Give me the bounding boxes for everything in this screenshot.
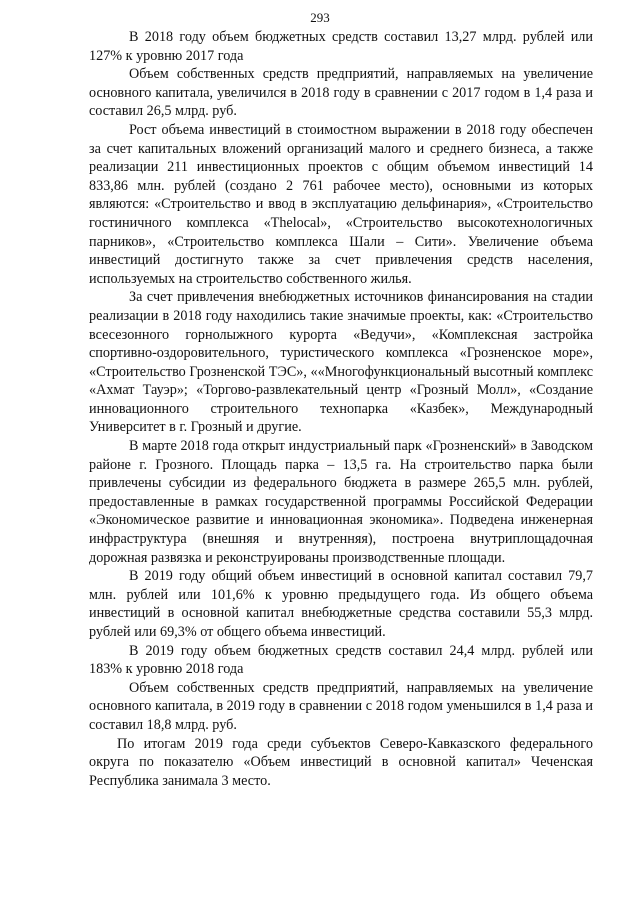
paragraph-budget-2019: В 2019 году объем бюджетных средств составил 24,4 млрд. рублей или 183% к уровню 2018 года bbox=[89, 642, 593, 678]
paragraph-industrial-park: В марте 2018 года открыт индустриальный парк «Грозненский» в Заводском районе г. Грозного. Площадь парка – 13,5 га. На строительство парка были привлечены субсидии из федерального бюджета в размере 265,5 млн. рублей, предоставленные в рамках государственной программы Российской Федерации «Экономическое развитие и инновационная экономика». Подведена инженерная инфраструктура (внешняя и внутренняя), построена внутриплощадочная дорожная развязка и реконструированы производственные площади. bbox=[89, 438, 593, 566]
paragraph-own-funds-2019: Объем собственных средств предприятий, направляемых на увеличение основного капитала, в 2019 году в сравнении с 2018 годом уменьшился в 1,4 раза и составил 18,8 млрд. руб. bbox=[89, 679, 593, 733]
paragraph-federal-district-rank: По итогам 2019 года среди субъектов Северо-Кавказского федерального округа по показателю «Объем инвестиций в основной капитал» Чеченская Республика занимала 3 место. bbox=[89, 735, 593, 789]
paragraph-investment-growth-2018: Рост объема инвестиций в стоимостном выражении в 2018 году обеспечен за счет капитальных вложений организаций малого и среднего бизнеса, а также реализации 211 инвестиционных проектов с общим объемом инвестиций 14 833,86 млн. рублей (создано 2 761 рабочее место), основными из которых являются: «Строительство и ввод в эксплуатацию дельфинария», «Строительство гостиничного комплекса «Thelocal», «Строительство высокотехнологичных парников», «Строительство комплекса Шали – Сити». Увеличение объема инвестиций достигнуто также за счет привлечения средств населения, используемых на строительство собственного жилья. bbox=[89, 121, 593, 287]
document-body bbox=[89, 28, 593, 790]
page-number: 293 bbox=[310, 10, 330, 25]
paragraph-own-funds-2018: Объем собственных средств предприятий, направляемых на увеличение основного капитала, увеличился в 2018 году в сравнении с 2017 годом в 1,4 раза и составил 26,5 млрд. руб. bbox=[89, 66, 593, 120]
paragraph-extrabudgetary-projects: За счет привлечения внебюджетных источников финансирования на стадии реализации в 2018 году находились такие значимые проекты, как: «Строительство всесезонного горнолыжного курорта «Ведучи», «Комплексная застройка спортивно-оздоровительного, туристического комплекса «Грозненское море», «Строительство Грозненской ТЭС», ««Многофункциональный высотный комплекс «Ахмат Тауэр»; «Торгово-развлекательный центр «Грозный Молл», «Создание инновационного строительного технопарка «Казбек», Международный Университет в г. Грозный и другие. bbox=[89, 289, 593, 436]
paragraph-investment-2019: В 2019 году общий объем инвестиций в основной капитал составил 79,7 млн. рублей или 101,6% к уровню предыдущего года. Из общего объема инвестиций в основной капитал внебюджетные средства составили 55,3 млрд. рублей или 69,3% от общего объема инвестиций. bbox=[89, 568, 593, 640]
paragraph-budget-2018: В 2018 году объем бюджетных средств составил 13,27 млрд. рублей или 127% к уровню 2017 года bbox=[89, 29, 593, 64]
